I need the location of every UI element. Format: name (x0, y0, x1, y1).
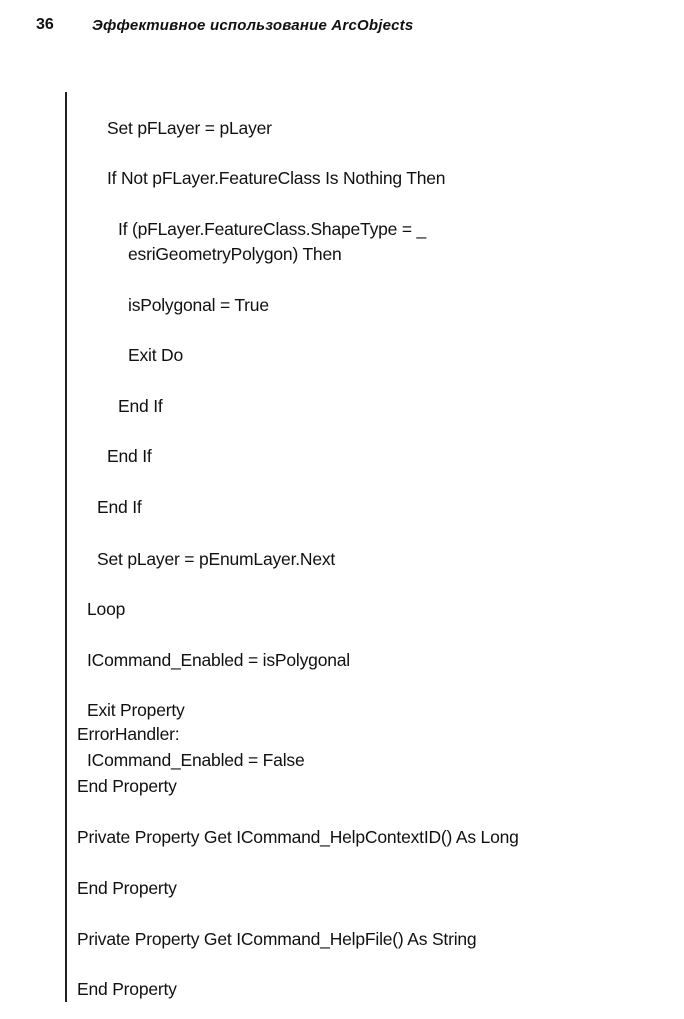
code-line: Set pFLayer = pLayer (107, 118, 272, 138)
code-line: Private Property Get ICommand_HelpFile() As String (77, 929, 477, 949)
code-line: End If (97, 497, 142, 517)
code-line: ICommand_Enabled = isPolygonal (87, 650, 350, 670)
code-line: End If (107, 446, 152, 466)
code-line: End Property (77, 878, 177, 898)
code-line: esriGeometryPolygon) Then (128, 244, 342, 264)
code-line: End If (118, 396, 163, 416)
page-number: 36 (36, 16, 54, 33)
code-line: isPolygonal = True (128, 295, 269, 315)
code-line: ErrorHandler: (77, 724, 180, 744)
running-title: Эффективное использование ArcObjects (92, 17, 414, 34)
code-line: End Property (77, 776, 177, 796)
code-line: If Not pFLayer.FeatureClass Is Nothing Then (107, 168, 446, 188)
code-line: ICommand_Enabled = False (87, 750, 305, 770)
code-line: Loop (87, 599, 126, 619)
code-line: Private Property Get ICommand_HelpContextID() As Long (77, 827, 519, 847)
code-line: End Property (77, 979, 177, 999)
code-line: If (pFLayer.FeatureClass.ShapeType = _ (118, 219, 427, 239)
code-line: Exit Property (87, 700, 185, 720)
code-line: Exit Do (128, 345, 184, 365)
code-line: Set pLayer = pEnumLayer.Next (97, 549, 336, 569)
